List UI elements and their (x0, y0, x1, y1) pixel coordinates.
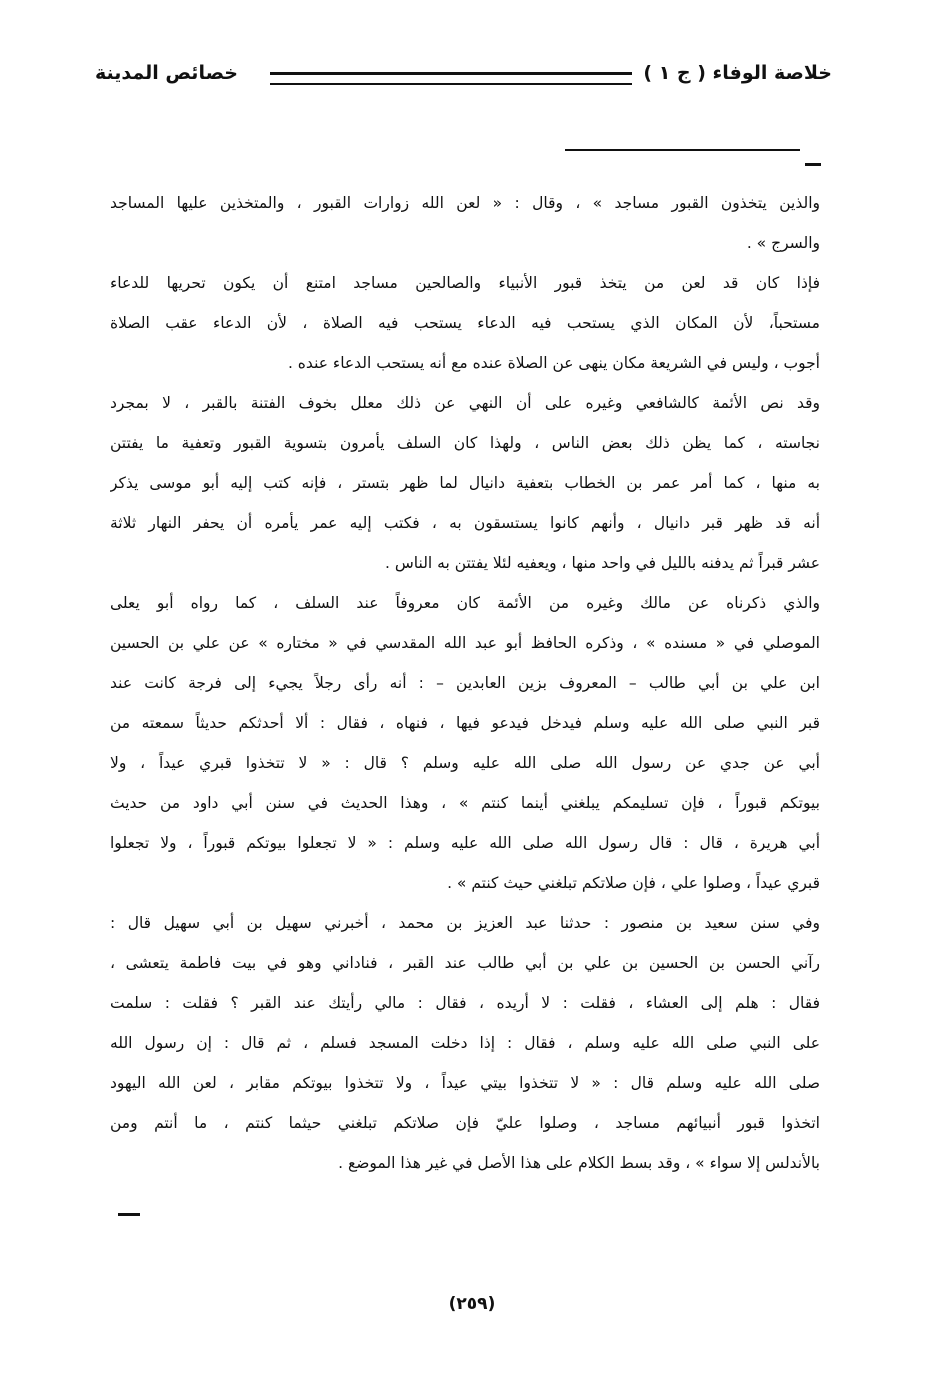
text-line: وقد نص الأئمة كالشافعي وغيره على أن النهي عن ذلك معلل بخوف الفتنة بالقبر ، لا بمجرد (110, 394, 820, 412)
text-line: على النبي صلى الله عليه وسلم ، فقال : إذا دخلت المسجد فسلم ، ثم قال : إن رسول الله (110, 1034, 820, 1052)
text-line: والذين يتخذون القبور مساجد » ، وقال : « لعن الله زوارات القبور ، والمتخذين عليها المساجد (110, 194, 820, 212)
text-line: قبر النبي صلى الله عليه وسلم فيدخل فيدعو فيها ، فنهاه ، فقال : ألا أحدثكم حديثاً سمعته من (110, 714, 820, 732)
continuation-dash-top (805, 163, 821, 166)
running-header-book-title: خلاصة الوفاء ( ج ١ ) (643, 62, 832, 84)
text-line: صلى الله عليه وسلم قال : « لا تتخذوا بيتي عيداً ، ولا تتخذوا بيوتكم مقابر ، لعن الله اليهود (110, 1074, 820, 1092)
text-line: أنه قد ظهر قبر دانيال ، وأنهم كانوا يستسقون به ، فكتب إليه عمر يأمره أن يحفر النهار ثلاثة (110, 514, 820, 532)
text-line: وفي سنن سعيد بن منصور : حدثنا عبد العزيز بن محمد ، أخبرني سهيل بن أبي سهيل قال : (110, 914, 820, 932)
text-line: أبي عن جدي عن رسول الله صلى الله عليه وسلم ؟ قال : « لا تتخذوا قبري عيداً ، ولا (110, 754, 820, 772)
text-line: به منها ، كما أمر عمر بن الخطاب بتعفية دانيال لما ظهر بتستر ، فإنه كتب إليه أبو موسى يذكر (110, 474, 820, 492)
body-text (110, 183, 820, 1183)
text-line: ابن علي بن أبي طالب – المعروف بزين العابدين – : أنه رأى رجلاً يجيء إلى فرجة كانت عند (110, 674, 820, 692)
footnote-separator-rule (565, 149, 800, 151)
text-line: فإذا كان قد لعن من يتخذ قبور الأنبياء والصالحين مساجد امتنع أن يكون تحريها للدعاء (110, 274, 820, 292)
text-line: بالأندلس إلا سواء » ، وقد بسط الكلام على هذا الأصل في غير هذا الموضع . (338, 1154, 820, 1172)
text-line: اتخذوا قبور أنبيائهم مساجد ، وصلوا عليّ فإن صلاتكم تبلغني حيثما كنتم ، ما أنتم ومن (110, 1114, 820, 1132)
header-double-rule (270, 72, 632, 85)
text-line: والذي ذكرناه عن مالك وغيره من الأئمة كان معروفاً عند السلف ، كما رواه أبو يعلى (110, 594, 820, 612)
running-header-section-title: خصائص المدينة (95, 62, 238, 84)
text-line: أجوب ، وليس في الشريعة مكان ينهى عن الصلاة عنده مع أنه يستحب الدعاء عنده . (287, 354, 820, 372)
page-number: (٢٥٩) (448, 1294, 496, 1314)
text-line: رآني الحسن بن الحسين بن علي بن أبي طالب عند القبر ، فناداني وهو في بيت فاطمة يتعشى ، (110, 954, 820, 972)
text-line: الموصلي في « مسنده » ، وذكره الحافظ أبو عبد الله المقدسي في « مختاره » عن علي بن الحسين (110, 634, 820, 652)
text-line: عشر قبراً ثم يدفنه بالليل في واحد منها ، ويعفيه لئلا يفتتن به الناس . (385, 554, 820, 572)
text-line: فقال : هلم إلى العشاء ، فقلت : لا أريده ، فقال : مالي رأيتك عند القبر ؟ فقلت : سلمت (110, 994, 820, 1012)
text-line: مستحباً، لأن المكان الذي يستحب فيه الدعاء يستحب فيه الصلاة ، لأن الدعاء عقب الصلاة (110, 314, 820, 332)
continuation-dash-bottom (118, 1213, 140, 1216)
text-line: بيوتكم قبوراً ، فإن تسليمكم يبلغني أينما كنتم » ، وهذا الحديث في سنن أبي داود من حديث (110, 794, 820, 812)
text-line: قبري عيداً ، وصلوا علي ، فإن صلاتكم تبلغني حيث كنتم » . (447, 874, 820, 892)
text-line: أبي هريرة ، قال : قال رسول الله صلى الله عليه وسلم : « لا تجعلوا بيوتكم قبوراً ، ولا تجعلوا (110, 834, 820, 852)
text-line: والسرج » . (746, 234, 820, 252)
text-line: نجاسته ، كما يظن ذلك بعض الناس ، ولهذا كان السلف يأمرون بتسوية القبور وتعفية ما يفتتن (110, 434, 820, 452)
